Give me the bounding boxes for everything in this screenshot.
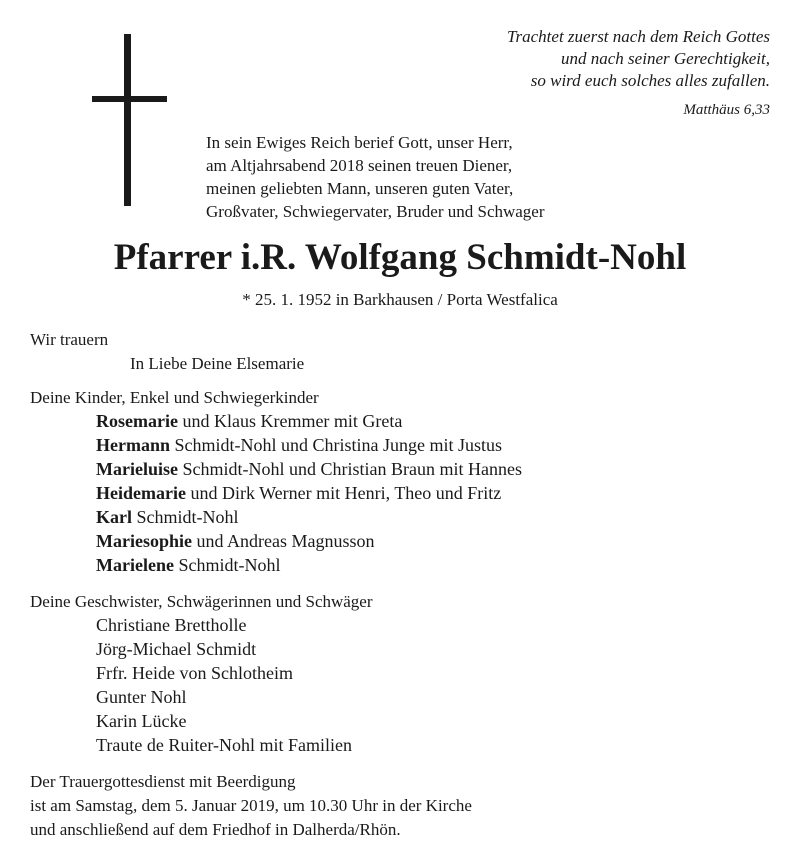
child-entry [96,505,522,529]
intro-line: meinen geliebten Mann, unseren guten Vater, [206,179,514,198]
child-first-name: Marieluise [96,459,178,479]
intro-line: am Altjahrsabend 2018 seinen treuen Diener, [206,156,513,175]
child-first-name: Marielene [96,555,174,575]
child-first-name: Hermann [96,435,170,455]
children-list [96,409,522,577]
mourners-intro: Wir trauern [30,330,109,349]
service-line: Der Trauergottesdienst mit Beerdigung [30,772,296,791]
sibling-entry: Gunter Nohl [96,687,187,707]
child-rest: und Klaus Kremmer mit Greta [177,411,403,431]
child-entry [96,409,522,433]
sibling-entry: Karin Lücke [96,711,187,731]
child-first-name: Heidemarie [96,483,186,503]
child-rest: Schmidt-Nohl [173,555,281,575]
deceased-name: Pfarrer i.R. Wolfgang Schmidt-Nohl [113,237,687,278]
bible-verse-line: und nach seiner Gerechtigkeit, [561,49,770,68]
child-entry [96,481,522,505]
child-first-name: Mariesophie [96,531,192,551]
spouse-line: In Liebe Deine Elsemarie [130,354,305,373]
children-heading: Deine Kinder, Enkel und Schwiegerkinder [30,388,319,407]
child-rest: Schmidt-Nohl und Christina Junge mit Justus [170,435,503,455]
cross-horizontal-bar [92,96,167,102]
bible-verse-reference: Matthäus 6,33 [683,102,770,118]
child-entry [96,457,522,481]
child-entry [96,529,522,553]
child-rest: und Andreas Magnusson [192,531,375,551]
sibling-entry: Frfr. Heide von Schlotheim [96,663,293,683]
bible-verse-line: so wird euch solches alles zufallen. [530,71,770,90]
child-entry [96,433,522,457]
child-rest: Schmidt-Nohl [132,507,239,527]
child-entry [96,553,522,577]
sibling-entry: Christiane Brettholle [96,615,247,635]
service-line: und anschließend auf dem Friedhof in Dalherda/Rhön. [30,820,401,839]
bible-verse-line: Trachtet zuerst nach dem Reich Gottes [507,27,770,46]
intro-line: In sein Ewiges Reich berief Gott, unser Herr, [206,133,513,152]
service-line: ist am Samstag, dem 5. Januar 2019, um 10.30 Uhr in der Kirche [30,796,472,815]
child-rest: Schmidt-Nohl und Christian Braun mit Hannes [177,459,522,479]
siblings-heading: Deine Geschwister, Schwägerinnen und Schwäger [30,592,373,611]
child-first-name: Karl [96,507,132,527]
siblings-list [96,613,352,757]
sibling-entry: Jörg-Michael Schmidt [96,639,257,659]
funeral-service-info [30,770,472,842]
intro-line: Großvater, Schwiegervater, Bruder und Schwager [206,202,545,221]
child-first-name: Rosemarie [96,411,178,431]
cross-vertical-bar [124,34,131,206]
child-rest: und Dirk Werner mit Henri, Theo und Fritz [185,483,502,503]
announcement-intro [206,131,545,223]
sibling-entry: Traute de Ruiter-Nohl mit Familien [96,735,352,755]
bible-verse [507,26,770,92]
birth-info: * 25. 1. 1952 in Barkhausen / Porta Westfalica [242,290,558,309]
